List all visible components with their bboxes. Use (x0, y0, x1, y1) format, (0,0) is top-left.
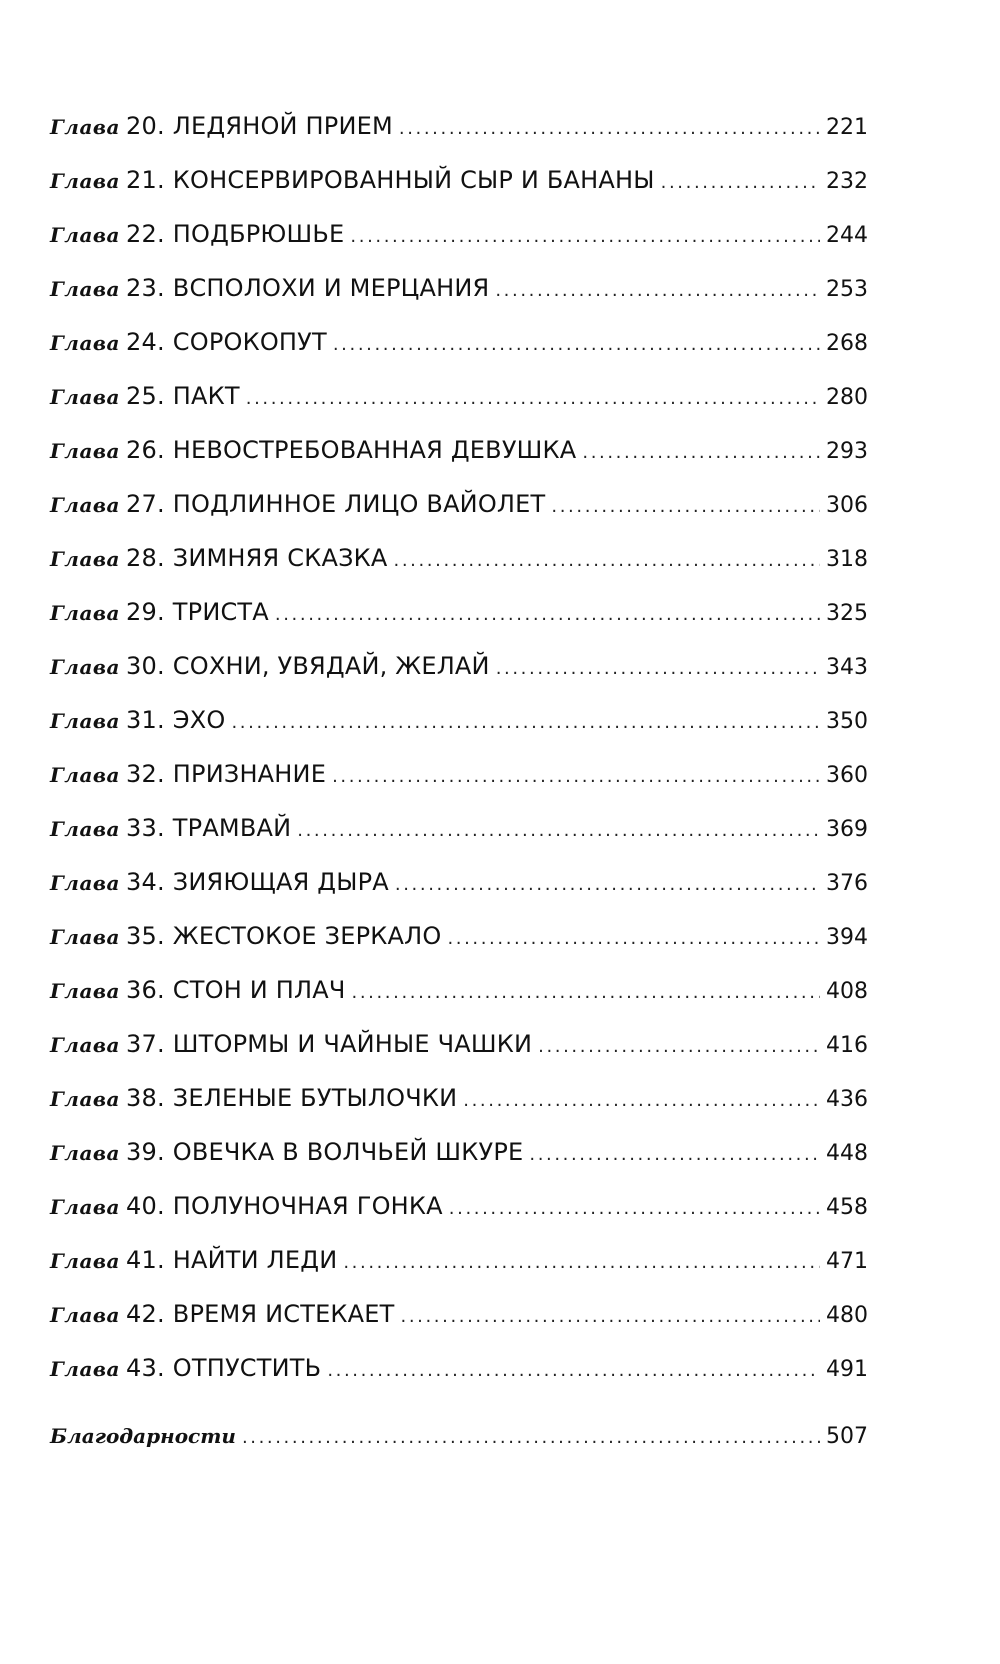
page-number: 480 (826, 1303, 868, 1328)
page-number: 318 (826, 547, 868, 572)
toc-entry-chapter-40 (50, 1192, 868, 1246)
chapter-prefix: Глава (50, 277, 120, 301)
table-of-contents (50, 112, 868, 1476)
chapter-title: ТРИСТА (172, 598, 269, 626)
chapter-list (50, 112, 868, 1408)
chapter-title: ТРАМВАЙ (172, 814, 292, 842)
chapter-number: 40. (126, 1192, 165, 1220)
chapter-prefix: Глава (50, 385, 120, 409)
page-number: 360 (826, 763, 868, 788)
chapter-prefix: Глава (50, 439, 120, 463)
toc-entry-chapter-23 (50, 274, 868, 328)
chapter-prefix: Глава (50, 871, 120, 895)
chapter-title: ПОДЛИННОЕ ЛИЦО ВАЙОЛЕТ (172, 490, 546, 518)
chapter-prefix: Глава (50, 655, 120, 679)
toc-entry-chapter-29 (50, 598, 868, 652)
chapter-title: ОТПУСТИТЬ (172, 1354, 322, 1382)
dot-leader (297, 817, 820, 845)
chapter-number: 36. (126, 976, 165, 1004)
chapter-title: ОВЕЧКА В ВОЛЧЬЕЙ ШКУРЕ (172, 1138, 524, 1166)
dot-leader (275, 601, 820, 629)
dot-leader (332, 763, 820, 791)
chapter-title: ВРЕМЯ ИСТЕКАЕТ (172, 1300, 395, 1328)
chapter-title: ЛЕДЯНОЙ ПРИЕМ (172, 112, 393, 140)
toc-entry-chapter-43 (50, 1354, 868, 1408)
toc-entry-chapter-31 (50, 706, 868, 760)
chapter-title: СОХНИ, УВЯДАЙ, ЖЕЛАЙ (172, 652, 490, 680)
dot-leader (352, 979, 820, 1007)
chapter-prefix: Глава (50, 547, 120, 571)
page-number: 394 (826, 925, 868, 950)
dot-leader (447, 925, 820, 953)
chapter-prefix: Глава (50, 979, 120, 1003)
chapter-title: ПАКТ (172, 382, 240, 410)
toc-entry-chapter-39 (50, 1138, 868, 1192)
chapter-prefix: Глава (50, 115, 120, 139)
chapter-prefix: Глава (50, 709, 120, 733)
dot-leader (661, 169, 820, 197)
page-number: 491 (826, 1357, 868, 1382)
chapter-prefix: Глава (50, 817, 120, 841)
chapter-title: НАЙТИ ЛЕДИ (172, 1246, 338, 1274)
toc-entry-chapter-21 (50, 166, 868, 220)
chapter-prefix: Глава (50, 1087, 120, 1111)
page-number: 221 (826, 115, 868, 140)
chapter-number: 29. (126, 598, 165, 626)
chapter-title: НЕВОСТРЕБОВАННАЯ ДЕВУШКА (172, 436, 577, 464)
chapter-title: ЗИЯЮЩАЯ ДЫРА (172, 868, 389, 896)
toc-entry-chapter-37 (50, 1030, 868, 1084)
dot-leader (463, 1087, 820, 1115)
chapter-number: 42. (126, 1300, 165, 1328)
page-number: 458 (826, 1195, 868, 1220)
chapter-prefix: Глава (50, 601, 120, 625)
dot-leader (350, 223, 820, 251)
page-number: 293 (826, 439, 868, 464)
page-number: 436 (826, 1087, 868, 1112)
chapter-number: 24. (126, 328, 165, 356)
dot-leader (495, 277, 820, 305)
dot-leader (327, 1357, 820, 1385)
page-number: 507 (826, 1424, 868, 1449)
dot-leader (401, 1303, 820, 1331)
dot-leader (231, 709, 820, 737)
chapter-title: ВСПОЛОХИ И МЕРЦАНИЯ (172, 274, 490, 302)
chapter-title: ПРИЗНАНИЕ (172, 760, 327, 788)
acknowledgments-title: Благодарности (50, 1424, 236, 1448)
dot-leader (333, 331, 820, 359)
chapter-number: 25. (126, 382, 165, 410)
toc-entry-chapter-34 (50, 868, 868, 922)
chapter-number: 32. (126, 760, 165, 788)
chapter-prefix: Глава (50, 1303, 120, 1327)
chapter-prefix: Глава (50, 493, 120, 517)
page-number: 376 (826, 871, 868, 896)
dot-leader (242, 1424, 820, 1452)
dot-leader (394, 547, 820, 575)
chapter-prefix: Глава (50, 1249, 120, 1273)
dot-leader (551, 493, 820, 521)
chapter-number: 39. (126, 1138, 165, 1166)
page-number: 232 (826, 169, 868, 194)
toc-entry-chapter-28 (50, 544, 868, 598)
dot-leader (449, 1195, 820, 1223)
dot-leader (582, 439, 820, 467)
chapter-title: СОРОКОПУТ (172, 328, 327, 356)
chapter-number: 37. (126, 1030, 165, 1058)
toc-entry-chapter-35 (50, 922, 868, 976)
page-number: 350 (826, 709, 868, 734)
toc-entry-chapter-22 (50, 220, 868, 274)
chapter-title: СТОН И ПЛАЧ (172, 976, 346, 1004)
chapter-number: 41. (126, 1246, 165, 1274)
page-number: 325 (826, 601, 868, 626)
dot-leader (529, 1141, 820, 1169)
chapter-prefix: Глава (50, 763, 120, 787)
toc-entry-acknowledgments (50, 1422, 868, 1476)
chapter-prefix: Глава (50, 1195, 120, 1219)
toc-entry-chapter-42 (50, 1300, 868, 1354)
chapter-number: 21. (126, 166, 165, 194)
chapter-number: 28. (126, 544, 165, 572)
dot-leader (496, 655, 820, 683)
toc-entry-chapter-25 (50, 382, 868, 436)
toc-entry-chapter-38 (50, 1084, 868, 1138)
page-number: 448 (826, 1141, 868, 1166)
page-number: 280 (826, 385, 868, 410)
chapter-prefix: Глава (50, 169, 120, 193)
chapter-prefix: Глава (50, 1357, 120, 1381)
chapter-title: ЗИМНЯЯ СКАЗКА (172, 544, 388, 572)
chapter-title: ЖЕСТОКОЕ ЗЕРКАЛО (172, 922, 442, 950)
chapter-prefix: Глава (50, 1033, 120, 1057)
page-number: 408 (826, 979, 868, 1004)
chapter-number: 30. (126, 652, 165, 680)
dot-leader (399, 115, 820, 143)
chapter-title: ШТОРМЫ И ЧАЙНЫЕ ЧАШКИ (172, 1030, 533, 1058)
page-number: 253 (826, 277, 868, 302)
chapter-number: 38. (126, 1084, 165, 1112)
chapter-number: 22. (126, 220, 165, 248)
chapter-title: ПОДБРЮШЬЕ (172, 220, 345, 248)
toc-entry-chapter-30 (50, 652, 868, 706)
chapter-prefix: Глава (50, 331, 120, 355)
dot-leader (395, 871, 820, 899)
chapter-number: 35. (126, 922, 165, 950)
dot-leader (246, 385, 820, 413)
chapter-number: 34. (126, 868, 165, 896)
chapter-title: ЭХО (172, 706, 226, 734)
dot-leader (343, 1249, 820, 1277)
chapter-number: 23. (126, 274, 165, 302)
page-number: 306 (826, 493, 868, 518)
toc-entry-chapter-27 (50, 490, 868, 544)
chapter-number: 31. (126, 706, 165, 734)
page-number: 471 (826, 1249, 868, 1274)
chapter-prefix: Глава (50, 925, 120, 949)
page-number: 244 (826, 223, 868, 248)
toc-entry-chapter-33 (50, 814, 868, 868)
chapter-title: КОНСЕРВИРОВАННЫЙ СЫР И БАНАНЫ (172, 166, 655, 194)
page-number: 369 (826, 817, 868, 842)
chapter-prefix: Глава (50, 1141, 120, 1165)
toc-entry-chapter-32 (50, 760, 868, 814)
chapter-title: ЗЕЛЕНЫЕ БУТЫЛОЧКИ (172, 1084, 458, 1112)
page-number: 268 (826, 331, 868, 356)
chapter-prefix: Глава (50, 223, 120, 247)
dot-leader (538, 1033, 820, 1061)
chapter-title: ПОЛУНОЧНАЯ ГОНКА (172, 1192, 443, 1220)
toc-entry-chapter-41 (50, 1246, 868, 1300)
toc-entry-chapter-26 (50, 436, 868, 490)
chapter-number: 27. (126, 490, 165, 518)
toc-entry-chapter-24 (50, 328, 868, 382)
chapter-number: 26. (126, 436, 165, 464)
page-number: 343 (826, 655, 868, 680)
chapter-number: 33. (126, 814, 165, 842)
chapter-number: 43. (126, 1354, 165, 1382)
page-number: 416 (826, 1033, 868, 1058)
toc-entry-chapter-20 (50, 112, 868, 166)
chapter-number: 20. (126, 112, 165, 140)
toc-entry-chapter-36 (50, 976, 868, 1030)
